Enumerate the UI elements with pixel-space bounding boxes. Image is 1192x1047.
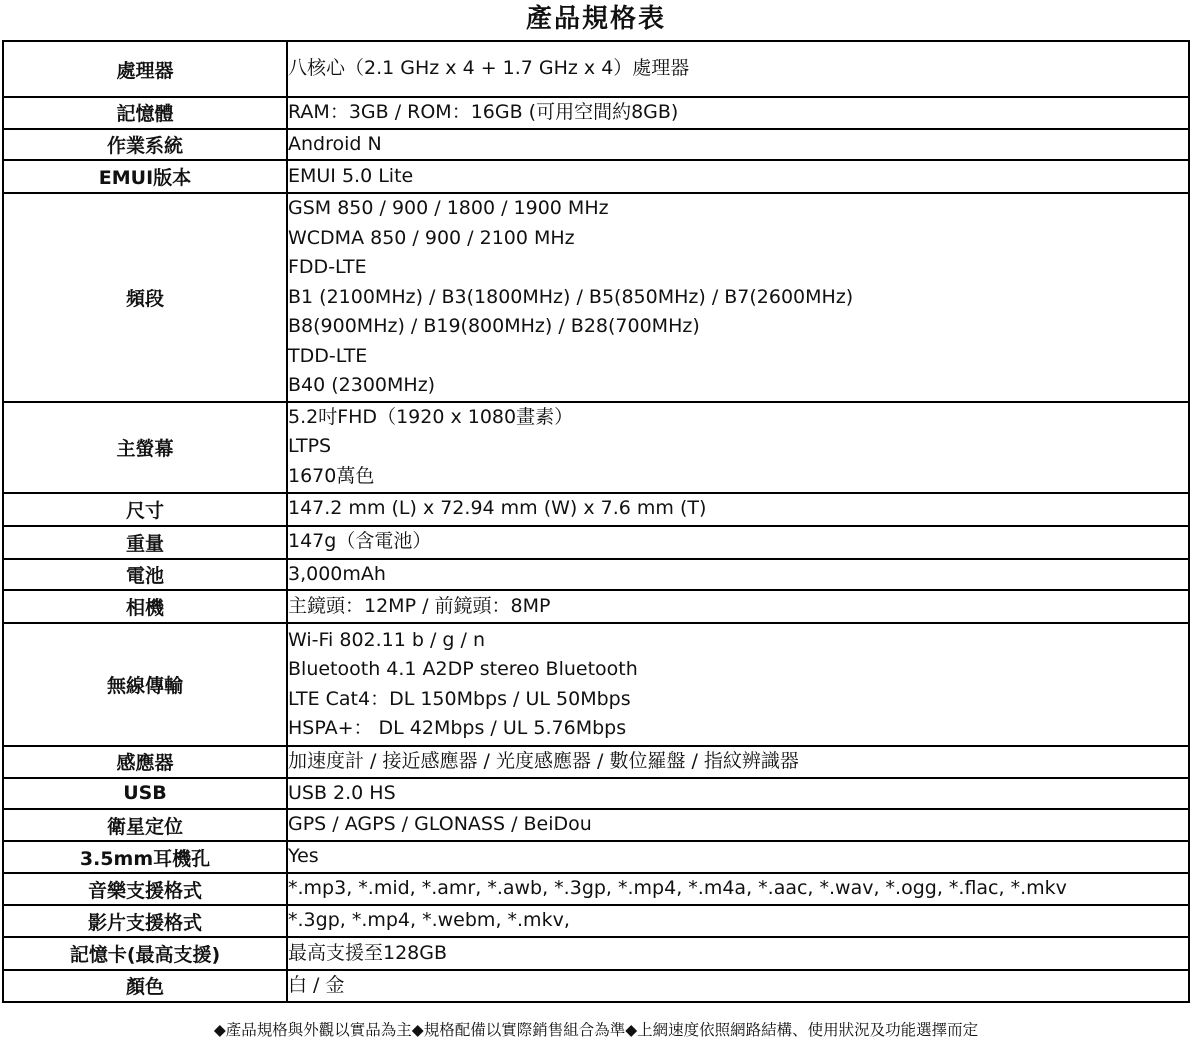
spec-row [3, 129, 1189, 161]
spec-value-line: RAM：3GB / ROM：16GB (可用空間約8GB) [288, 101, 679, 123]
spec-value-line: B8(900MHz) / B19(800MHz) / B28(700MHz) [288, 315, 700, 337]
spec-value-line: Android N [288, 132, 382, 155]
spec-value-line: 八核心（2.1 GHz x 4 + 1.7 GHz x 4）處理器 [288, 57, 690, 80]
spec-value [287, 160, 1189, 193]
spec-label: 衛星定位 [3, 809, 287, 841]
spec-row [3, 590, 1189, 623]
spec-value [287, 590, 1189, 623]
spec-label: 尺寸 [3, 493, 287, 526]
spec-label: EMUI版本 [3, 160, 287, 193]
spec-value-line: 1670萬色 [288, 464, 375, 487]
spec-value [287, 41, 1189, 97]
spec-value-line: 5.2吋FHD（1920 x 1080畫素） [288, 405, 574, 428]
spec-value [287, 937, 1189, 970]
spec-label: 感應器 [3, 746, 287, 778]
spec-value [287, 746, 1189, 778]
spec-value [287, 905, 1189, 937]
spec-value [287, 402, 1189, 493]
spec-value-line: 主鏡頭：12MP / 前鏡頭：8MP [288, 594, 551, 617]
spec-value-line: USB 2.0 HS [288, 781, 396, 804]
spec-value-line: B1 (2100MHz) / B3(1800MHz) / B5(850MHz) / B7(2600MHz) [288, 285, 854, 308]
spec-label: 主螢幕 [3, 402, 287, 493]
page-title: 產品規格表 [525, 4, 666, 34]
spec-label: 無線傳輸 [3, 623, 287, 746]
spec-label: 3.5mm耳機孔 [3, 841, 287, 873]
spec-value [287, 841, 1189, 873]
spec-label: 影片支援格式 [3, 905, 287, 937]
spec-row [3, 526, 1189, 559]
spec-value-line: *.mp3, *.mid, *.amr, *.awb, *.3gp, *.mp4, *.m4a, *.aac, *.wav, *.ogg, *.flac, *.mkv [288, 877, 1067, 900]
spec-value-line: EMUI 5.0 Lite [288, 164, 414, 187]
spec-row [3, 937, 1189, 970]
spec-row [3, 970, 1189, 1002]
spec-value [287, 873, 1189, 905]
spec-value [287, 493, 1189, 526]
spec-row [3, 97, 1189, 129]
spec-value [287, 526, 1189, 559]
spec-value-line: FDD-LTE [288, 256, 367, 278]
spec-row [3, 873, 1189, 905]
spec-value-line: 3,000mAh [288, 562, 386, 585]
spec-value-line: Yes [288, 845, 319, 868]
spec-row [3, 193, 1189, 402]
spec-label: 重量 [3, 526, 287, 559]
spec-row [3, 160, 1189, 193]
spec-table [2, 40, 1190, 1003]
spec-label: 電池 [3, 559, 287, 591]
spec-label: 處理器 [3, 41, 287, 97]
spec-row [3, 841, 1189, 873]
spec-value-line: 147.2 mm (L) x 72.94 mm (W) x 7.6 mm (T) [288, 497, 707, 520]
spec-value [287, 778, 1189, 810]
spec-value-line: LTPS [288, 435, 332, 458]
spec-label: 記憶卡(最高支援) [3, 937, 287, 970]
spec-value-line: Wi-Fi 802.11 b / g / n [288, 628, 486, 651]
spec-row [3, 746, 1189, 778]
spec-row [3, 623, 1189, 746]
spec-value-line: Bluetooth 4.1 A2DP stereo Bluetooth [288, 658, 638, 680]
spec-label: 記憶體 [3, 97, 287, 129]
spec-label: 音樂支援格式 [3, 873, 287, 905]
spec-row [3, 559, 1189, 591]
spec-row [3, 493, 1189, 526]
spec-row [3, 402, 1189, 493]
spec-row [3, 778, 1189, 810]
spec-value-line: HSPA+： DL 42Mbps / UL 5.76Mbps [288, 717, 627, 739]
spec-value [287, 193, 1189, 402]
footnote: ◆產品規格與外觀以實品為主◆規格配備以實際銷售組合為準◆上網速度依照網路結構、使用狀況及功能選擇而定 [213, 1021, 979, 1039]
spec-value-line: TDD-LTE [288, 344, 368, 367]
spec-value-line: 白 / 金 [288, 974, 345, 996]
spec-value-line: GSM 850 / 900 / 1800 / 1900 MHz [288, 197, 609, 219]
spec-value [287, 129, 1189, 161]
spec-row [3, 905, 1189, 937]
spec-row [3, 809, 1189, 841]
spec-value-line: LTE Cat4：DL 150Mbps / UL 50Mbps [288, 687, 631, 710]
spec-value-line: B40 (2300MHz) [288, 374, 436, 396]
spec-label: 作業系統 [3, 129, 287, 161]
spec-value [287, 97, 1189, 129]
spec-row [3, 41, 1189, 97]
spec-value-line: 147g（含電池） [288, 530, 432, 553]
spec-value-line: 加速度計 / 接近感應器 / 光度感應器 / 數位羅盤 / 指紋辨識器 [288, 750, 799, 772]
spec-value [287, 970, 1189, 1002]
spec-label: 顏色 [3, 970, 287, 1002]
spec-label: USB [3, 778, 287, 810]
spec-table-body [3, 41, 1189, 1002]
spec-value [287, 809, 1189, 841]
spec-value-line: *.3gp, *.mp4, *.webm, *.mkv, [288, 909, 570, 932]
spec-label: 相機 [3, 590, 287, 623]
spec-value [287, 623, 1189, 746]
spec-value-line: 最高支援至128GB [288, 941, 448, 964]
spec-label: 頻段 [3, 193, 287, 402]
spec-value-line: WCDMA 850 / 900 / 2100 MHz [288, 226, 575, 249]
spec-value [287, 559, 1189, 591]
spec-value-line: GPS / AGPS / GLONASS / BeiDou [288, 813, 592, 836]
